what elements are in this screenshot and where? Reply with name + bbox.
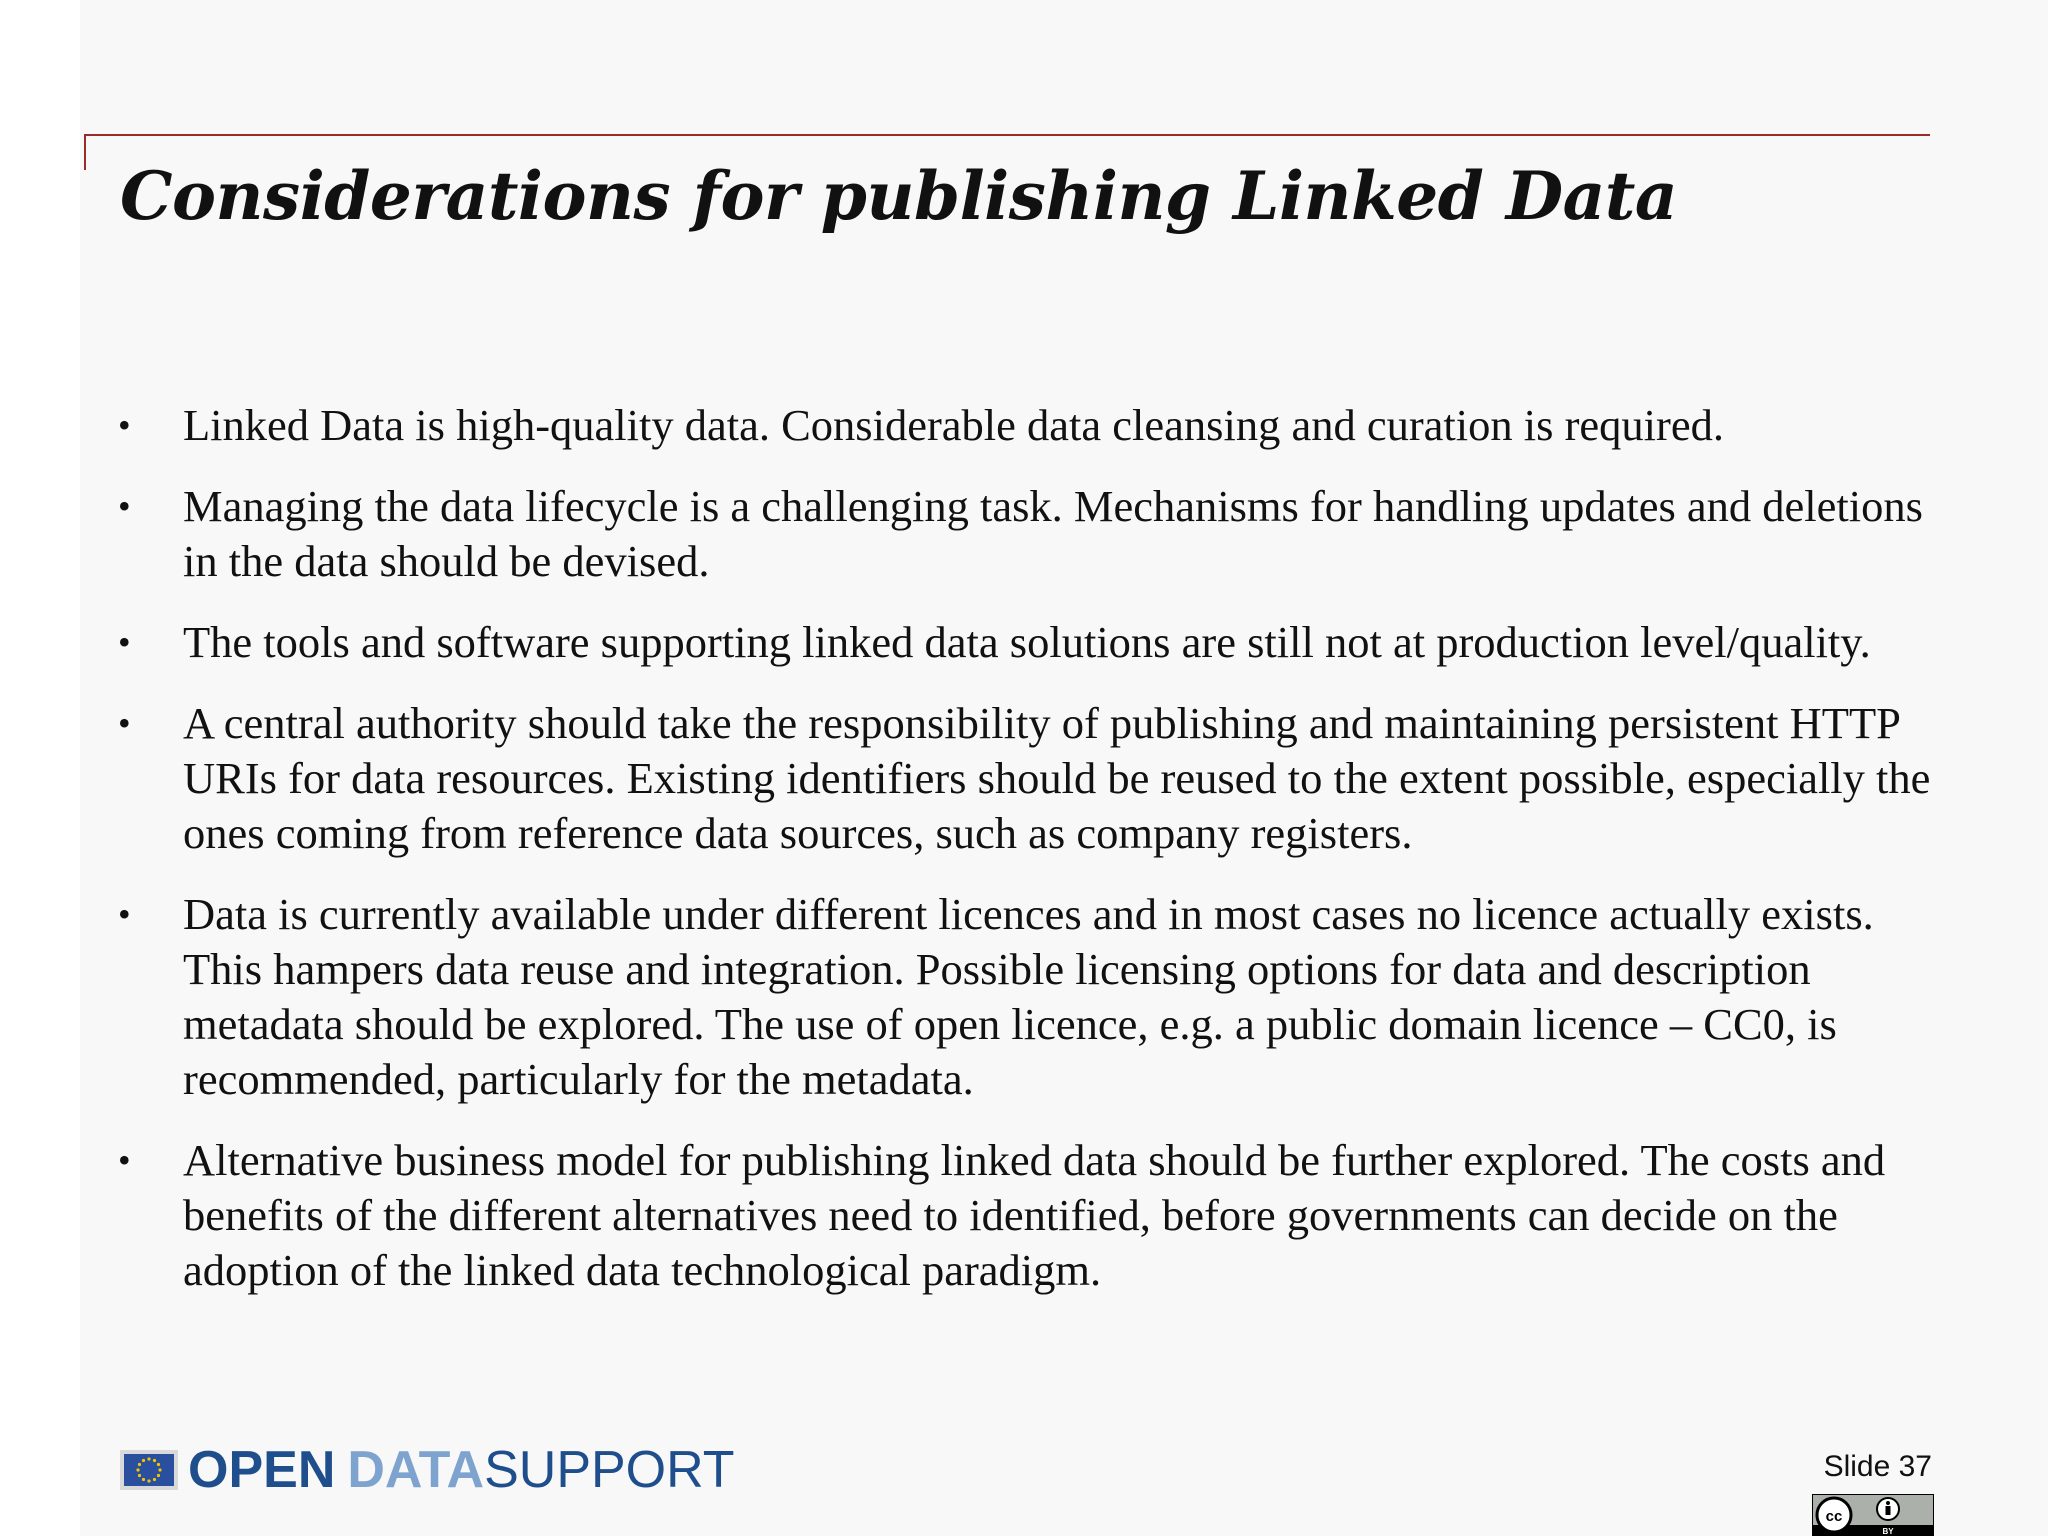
logo-wordmark [188, 1438, 735, 1502]
bullet-marker: • [118, 622, 131, 662]
bullet-item-2 [110, 479, 1940, 589]
bullet-item-4 [110, 696, 1940, 861]
bullet-marker: • [118, 894, 131, 934]
slide-title: Considerations for publishing Linked Data [120, 157, 1678, 235]
by-text: BY [1882, 1527, 1894, 1536]
open-data-support-logo [120, 1438, 735, 1502]
title-rule-vertical [84, 134, 86, 170]
cc-text: cc [1825, 1508, 1843, 1525]
logo-open: OPEN [188, 1441, 336, 1499]
bullet-text: A central authority should take the responsibility of publishing and maintaining persistent HTTP URIs for data resources. Existing identifiers should be reused to the extent possible, especially the ones coming from reference data sources, such as company registers. [183, 698, 1931, 858]
title-rule-horizontal [84, 134, 1930, 136]
slide-number: Slide 37 [1823, 1450, 1932, 1483]
bullet-text: Linked Data is high-quality data. Considerable data cleansing and curation is required. [183, 400, 1724, 450]
bullet-item-6 [110, 1133, 1940, 1298]
bullet-item-5 [110, 887, 1940, 1107]
logo-support: SUPPORT [484, 1441, 735, 1499]
bullet-text: The tools and software supporting linked data solutions are still not at production level/quality. [183, 617, 1871, 667]
bullet-text: Alternative business model for publishing linked data should be further explored. The costs and benefits of the different alternatives need to identified, before governments can decide on the adoption of the linked data technological paradigm. [183, 1135, 1886, 1295]
logo-data: DATA [347, 1441, 485, 1499]
bullet-item-1 [110, 398, 1940, 453]
bullet-list [110, 398, 1940, 1324]
bullet-marker: • [118, 1140, 131, 1180]
bullet-marker: • [118, 486, 131, 526]
bullet-marker: • [118, 703, 131, 743]
eu-flag-icon [120, 1448, 178, 1492]
bullet-marker: • [118, 405, 131, 445]
cc-by-icon [1812, 1494, 1934, 1536]
bullet-text: Managing the data lifecycle is a challenging task. Mechanisms for handling updates and deletions in the data should be devised. [183, 481, 1923, 586]
bullet-text: Data is currently available under different licences and in most cases no licence actually exists. This hampers data reuse and integration. Possible licensing options for data and description metadata should be explored. The use of open licence, e.g. a public domain licence – CC0, is recommended, particularly for the metadata. [183, 889, 1874, 1104]
bullet-item-3 [110, 615, 1940, 670]
